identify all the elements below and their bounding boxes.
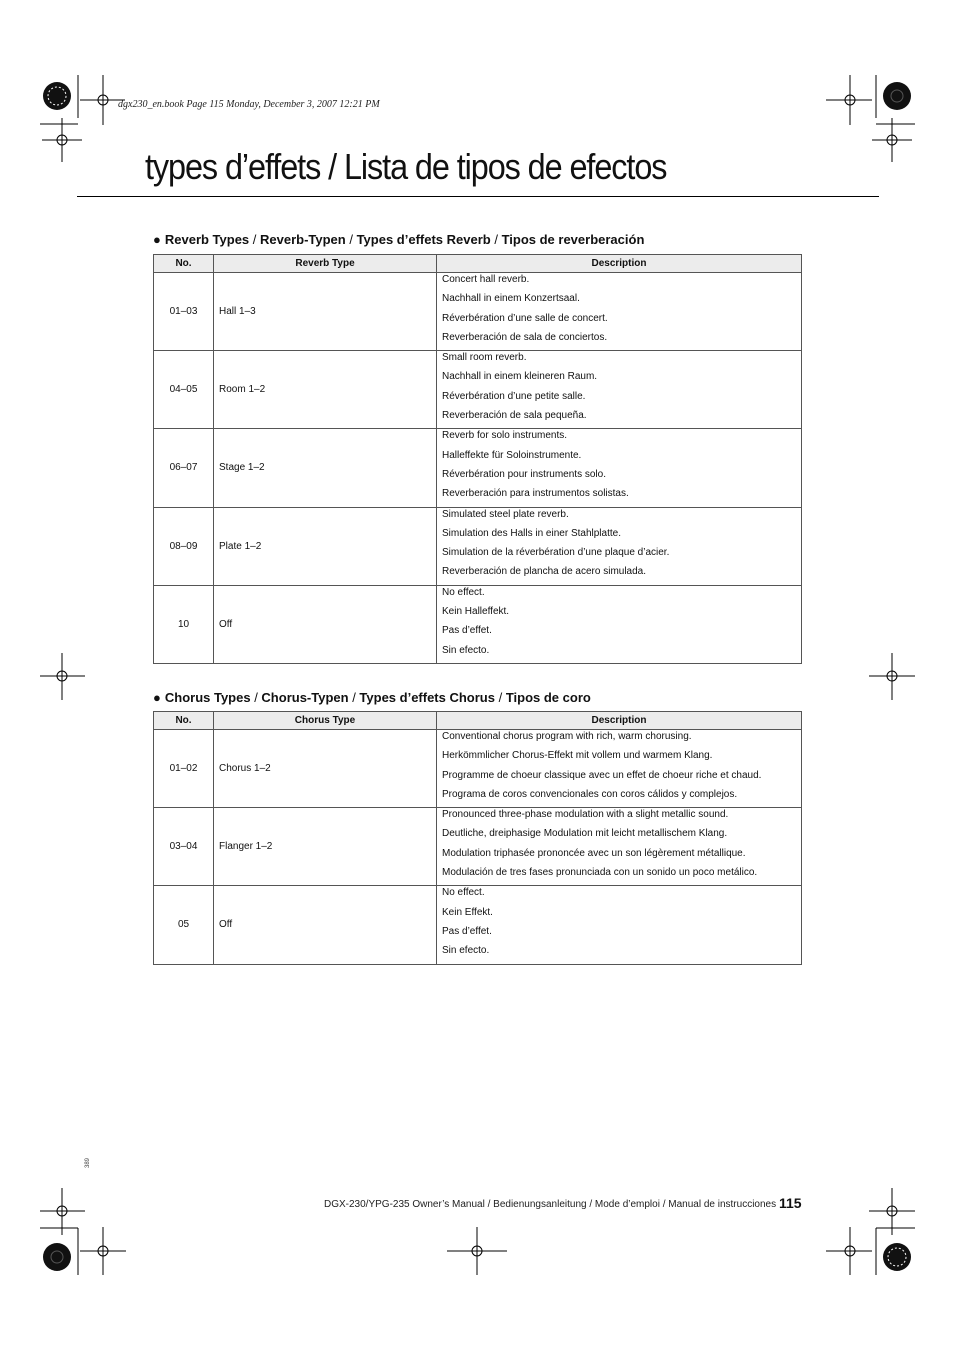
- side-code: 389: [85, 1157, 91, 1168]
- effect-type: Plate 1–2: [214, 507, 437, 585]
- column-header-type: Chorus Type: [214, 712, 437, 730]
- description-line: Small room reverb.: [442, 352, 527, 364]
- description-line: Reverberación de sala pequeña.: [442, 410, 587, 422]
- description-line: Herkömmlicher Chorus-Effekt mit vollem und warmem Klang.: [442, 750, 713, 762]
- page-number: 115: [779, 1195, 802, 1211]
- description-line: Kein Halleffekt.: [442, 606, 510, 618]
- chorus-heading: ● Chorus Types / Chorus-Typen / Types d’effets Chorus / Tipos de coro: [153, 690, 591, 705]
- description-line: Modulation triphasée prononcée avec un son légèrement métallique.: [442, 847, 746, 859]
- effect-type: Room 1–2: [214, 351, 437, 429]
- description-line: Programa de coros convencionales con coros cálidos y complejos.: [442, 788, 738, 800]
- heading-part-fr: Types d’effets Reverb: [356, 232, 491, 247]
- effect-type: Off: [214, 886, 437, 964]
- description-line: Nachhall in einem Konzertsaal.: [442, 293, 580, 305]
- heading-part-en: Chorus Types: [164, 690, 251, 705]
- description-line: Programme de choeur classique avec un effet de choeur riche et chaud.: [442, 769, 762, 781]
- effect-type: Hall 1–3: [214, 273, 437, 351]
- bullet-icon: ●: [153, 232, 161, 247]
- effect-number: 10: [154, 585, 214, 663]
- column-header-no: No.: [154, 712, 214, 730]
- column-header-description: Description: [437, 712, 802, 730]
- column-header-no: No.: [154, 255, 214, 273]
- description-line: Modulación de tres fases pronunciada con un sonido un poco metálico.: [442, 867, 758, 879]
- description-line: Conventional chorus program with rich, warm chorusing.: [442, 731, 692, 742]
- column-header-description: Description: [437, 255, 802, 273]
- description-line: Reverberación de sala de conciertos.: [442, 331, 608, 343]
- description-line: Kein Effekt.: [442, 906, 493, 918]
- description-line: Reverb for solo instruments.: [442, 430, 568, 442]
- effect-number: 08–09: [154, 507, 214, 585]
- effect-type: Stage 1–2: [214, 429, 437, 507]
- description-line: No effect.: [442, 887, 485, 899]
- description-line: Pas d’effet.: [442, 625, 492, 637]
- description-line: Sin efecto.: [442, 644, 490, 656]
- effect-number: 03–04: [154, 808, 214, 886]
- description-line: Deutliche, dreiphasige Modulation mit leicht metallischem Klang.: [442, 828, 728, 840]
- footer-text: DGX-230/YPG-235 Owner’s Manual / Bedienungsanleitung / Mode d’emploi / Manual de instrucciones: [324, 1199, 777, 1210]
- description-line: Simulation des Halls in einer Stahlplatte.: [442, 527, 621, 539]
- heading-part-en: Reverb Types: [164, 232, 250, 247]
- effect-type: Chorus 1–2: [214, 730, 437, 808]
- heading-part-es: Tipos de coro: [505, 690, 591, 705]
- effect-number: 06–07: [154, 429, 214, 507]
- description-line: Nachhall in einem kleineren Raum.: [442, 371, 598, 383]
- description-line: Simulation de la réverbération d’une plaque d’acier.: [442, 547, 670, 559]
- effect-number: 01–02: [154, 730, 214, 808]
- description-line: Sin efecto.: [442, 945, 490, 957]
- heading-part-fr: Types d’effets Chorus: [359, 690, 495, 705]
- reverb-heading: ● Reverb Types / Reverb-Typen / Types d’effets Reverb / Tipos de reverberación: [153, 232, 645, 247]
- heading-part-de: Reverb-Typen: [260, 232, 346, 247]
- effect-number: 04–05: [154, 351, 214, 429]
- effect-number: 01–03: [154, 273, 214, 351]
- description-line: Concert hall reverb.: [442, 274, 530, 285]
- bullet-icon: ●: [153, 690, 161, 705]
- effect-type: Off: [214, 585, 437, 663]
- heading-part-de: Chorus-Typen: [261, 690, 349, 705]
- column-header-type: Reverb Type: [214, 255, 437, 273]
- description-line: Réverbération d’une salle de concert.: [442, 312, 608, 324]
- print-header: dgx230_en.book Page 115 Monday, December 3, 2007 12:21 PM: [118, 99, 380, 110]
- description-line: Simulated steel plate reverb.: [442, 508, 569, 520]
- description-line: Halleffekte für Soloinstrumente.: [442, 449, 582, 461]
- effect-type: Flanger 1–2: [214, 808, 437, 886]
- heading-part-es: Tipos de reverberación: [501, 232, 645, 247]
- description-line: Reverberación para instrumentos solistas.: [442, 488, 629, 500]
- description-line: Pas d’effet.: [442, 925, 492, 937]
- description-line: No effect.: [442, 586, 485, 598]
- description-line: Réverbération d’une petite salle.: [442, 390, 586, 402]
- description-line: Réverbération pour instruments solo.: [442, 468, 606, 480]
- effect-number: 05: [154, 886, 214, 964]
- description-line: Pronounced three-phase modulation with a slight metallic sound.: [442, 809, 729, 821]
- page-title: types d’effets / Lista de tipos de efectos: [145, 146, 667, 187]
- description-line: Reverberación de plancha de acero simulada.: [442, 566, 647, 578]
